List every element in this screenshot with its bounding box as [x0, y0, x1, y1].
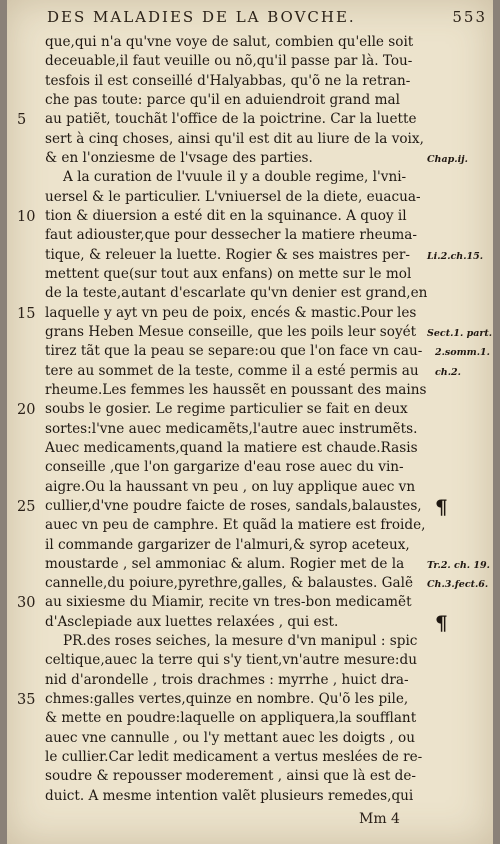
pilcrow-mark: ¶ [435, 494, 448, 519]
margin-note: ch.2. [435, 366, 461, 378]
text-line: sert à cinq choses, ainsi qu'il est dit au liure de la voix, [45, 130, 424, 147]
line-number: 25 [17, 498, 36, 515]
text-line: PR.des roses seiches, la mesure d'vn manipul : spic [63, 633, 418, 650]
text-line: le cullier.Car ledit medicament a vertus meslées de re- [45, 749, 423, 765]
pilcrow-mark: ¶ [435, 610, 448, 635]
running-head: DES MALADIES DE LA BOVCHE. [47, 8, 356, 26]
text-line: sortes:l'vne auec medicamẽts,l'autre auec instrumẽts. [45, 420, 418, 437]
margin-note: Sect.1. part. [427, 327, 493, 339]
text-line: tesfois il est conseillé d'Halyabbas, qu'õ ne la retran- [45, 72, 411, 89]
text-line: auec vne cannulle , ou l'y mettant auec les doigts , ou [45, 729, 415, 746]
text-line: soubs le gosier. Le regime particulier se fait en deux [45, 401, 408, 418]
text-line: auec vn peu de camphre. Et quãd la matiere est froide, [45, 517, 426, 534]
margin-note: Chap.ij. [427, 153, 468, 165]
line-number: 20 [17, 402, 36, 419]
book-page [7, 0, 493, 844]
text-line: tere au sommet de la teste, comme il a esté permis au [45, 362, 419, 379]
line-number: 35 [17, 692, 36, 708]
text-line: che pas toute: parce qu'il en aduiendroit grand mal [45, 92, 400, 108]
text-line: tion & diuersion a esté dit en la squinance. A quoy il [45, 207, 407, 224]
text-line: conseille ,que l'on gargarize d'eau rose auec du vin- [45, 459, 404, 476]
text-line: moustarde , sel ammoniac & alum. Rogier met de la [45, 555, 405, 572]
text-line: aigre.Ou la haussant vn peu , on luy applique auec vn [45, 478, 416, 495]
text-line: grans Heben Mesue conseille, que les poils leur soyét [45, 323, 417, 340]
text-line: A la curation de l'vuule il y a double regime, l'vni- [63, 169, 407, 186]
text-line: celtique,auec la terre qui s'y tient,vn'autre mesure:du [45, 652, 417, 669]
margin-note: Ch.3.fect.6. [427, 579, 489, 591]
line-number: 10 [17, 208, 36, 225]
text-line: que,qui n'a qu'vne voye de salut, combien qu'elle soit [45, 34, 414, 50]
text-line: il commande gargarizer de l'almuri,& syrop aceteux, [45, 536, 410, 553]
text-line: tique, & releuer la luette. Rogier & ses maistres per- [45, 246, 410, 263]
text-line: Auec medicaments,quand la matiere est chaude.Rasis [45, 439, 418, 456]
text-line: d'Asclepiade aux luettes relaxées , qui est. [45, 613, 339, 630]
line-number: 30 [17, 595, 36, 612]
line-number: 15 [17, 305, 36, 322]
text-line: mettent que(sur tout aux enfans) on mette sur le mol [45, 265, 412, 282]
margin-note: Li.2.ch.15. [427, 250, 484, 262]
text-line: soudre & repousser moderement , ainsi que là est de- [45, 768, 416, 785]
text-line: tirez tãt que la peau se separe:ou que l'on face vn cau- [45, 343, 423, 360]
margin-note: Tr.2. ch. 19. [427, 559, 490, 571]
line-number: 5 [17, 112, 27, 129]
text-line: & en l'onziesme de l'vsage des parties. [45, 149, 313, 166]
text-line: de la teste,autant d'escarlate qu'vn denier est grand,en [45, 285, 428, 302]
text-line: chmes:galles vertes,quinze en nombre. Qu'õ les pile, [45, 691, 409, 707]
text-line: faut adiouster,que pour dessecher la matiere rheuma- [45, 227, 417, 244]
signature-mark: Mm 4 [359, 811, 400, 827]
page-number: 553 [452, 8, 487, 26]
text-line: cullier,d'vne poudre faicte de roses, sandals,balaustes, [45, 497, 422, 514]
text-line: & mette en poudre:laquelle on appliquera,la soufflant [45, 710, 417, 727]
text-line: cannelle,du poiure,pyrethre,galles, & balaustes. Galẽ [45, 575, 414, 592]
margin-note: 2.somm.1. [435, 347, 490, 359]
text-line: au patiẽt, touchãt l'office de la poictrine. Car la luette [45, 111, 417, 128]
text-line: duict. A mesme intention valẽt plusieurs remedes,qui [45, 787, 414, 804]
text-line: nid d'arondelle , trois drachmes : myrrhe , huict dra- [45, 671, 409, 688]
text-line: au sixiesme du Miamir, recite vn tres-bon medicamẽt [45, 594, 412, 611]
text-line: rheume.Les femmes les haussẽt en poussant des mains [45, 381, 427, 398]
page-header [47, 8, 487, 30]
text-line: uersel & le particulier. L'vniuersel de la diete, euacua- [45, 188, 421, 205]
text-line: deceuable,il faut veuille ou nõ,qu'il passe par là. Tou- [45, 53, 413, 70]
text-line: laquelle y ayt vn peu de poix, encés & mastic.Pour les [45, 304, 417, 321]
